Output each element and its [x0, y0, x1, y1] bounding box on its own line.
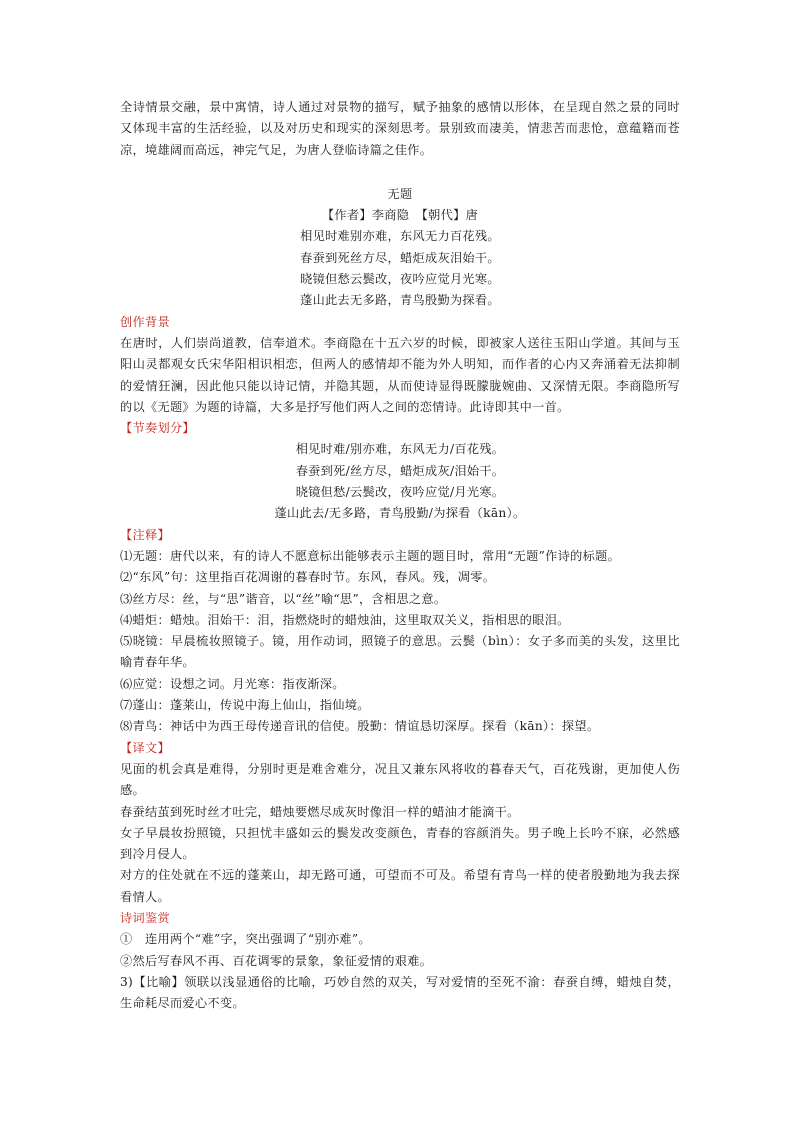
translation-paragraph: 对方的住处就在不远的蓬莱山，却无路可通，可望而不可及。希望有青鸟一样的使者殷勤地为我去探看情人。	[120, 868, 680, 904]
background-heading: 创作背景	[120, 314, 170, 329]
note-item: ⑷蜡炬：蜡烛。泪始干：泪，指燃烧时的蜡烛油，这里取双关义，指相思的眼泪。	[120, 612, 570, 627]
note-item: ⑻青鸟：神话中为西王母传递音讯的信使。殷勤：情谊恳切深厚。探看（kān）：探望。	[120, 719, 600, 734]
poem-line: 春蚕到死丝方尽，蜡炬成灰泪始干。	[300, 250, 500, 265]
poem-block	[120, 184, 680, 312]
appreciation-item: ① 连用两个“难”字，突出强调了“别亦难”。	[120, 932, 371, 947]
poem-line: 蓬山此去无多路，青鸟殷勤为探看。	[300, 293, 500, 308]
rhythm-line: 春蚕到死/丝方尽，蜡炬成灰/泪始干。	[295, 463, 505, 478]
rhythm-line: 晓镜但愁/云鬓改，夜吟应觉/月光寒。	[295, 485, 505, 500]
appreciation-heading: 诗词鉴赏	[120, 910, 170, 925]
rhythm-line: 相见时难/别亦难，东风无力/百花残。	[295, 442, 505, 457]
notes-list	[120, 546, 680, 738]
note-item: ⑸晓镜：早晨梳妆照镜子。镜，用作动词，照镜子的意思。云鬓（bìn）：女子多而美的头发，这里比喻青春年华。	[120, 634, 680, 670]
note-item: ⑹应觉：设想之词。月光寒：指夜渐深。	[120, 676, 345, 691]
translation-paragraph: 女子早晨妆扮照镜，只担忧丰盛如云的鬓发改变颜色，青春的容颜消失。男子晚上长吟不寐，必然感到冷月侵人。	[120, 825, 680, 862]
rhythm-line: 蓬山此去/无多路，青鸟殷勤/为探看（kān）。	[274, 506, 526, 521]
rhythm-heading: 【节奏划分】	[120, 421, 195, 436]
poem-author-line: 【作者】李商隐 【朝代】唐	[321, 208, 479, 223]
poem-line: 相见时难别亦难，东风无力百花残。	[300, 229, 500, 244]
appreciation-item: 3)【比喻】领联以浅显通俗的比喻，巧妙自然的双关，写对爱情的至死不渝：春蚕自缚，蜡烛自焚，生命耗尽而爱心不变。	[120, 974, 680, 1011]
poem-line: 晓镜但愁云鬓改，夜吟应觉月光寒。	[300, 272, 500, 287]
background-paragraph: 在唐时，人们崇尚道教，信奉道术。李商隐在十五六岁的时候，即被家人送往玉阳山学道。其间与玉阳山灵都观女氏宋华阳相识相恋，但两人的感情却不能为外人明知，而作者的心内又奔涌着无法抑制的爱情狂澜，因此他只能以诗记情，并隐其题，从而使诗显得既朦胧婉曲、又深情无限。李商隐所写的以《无题》为题的诗篇，大多是抒写他们两人之间的恋情诗。此诗即其中一首。	[120, 335, 680, 414]
rhythm-block	[120, 439, 680, 524]
notes-heading: 【注释】	[120, 527, 170, 542]
intro-paragraph: 全诗情景交融，景中寓情，诗人通过对景物的描写，赋予抽象的感情以形体，在呈现自然之景的同时又体现丰富的生活经验，以及对历史和现实的深刻思考。景别致而凄美，情悲苦而悲怆，意蕴籍而苍凉，境雄阔而高远，神完气足，为唐人登临诗篇之佳作。	[120, 100, 680, 157]
appreciation-list	[120, 929, 680, 1014]
document-content	[120, 97, 680, 1014]
appreciation-item: ②然后写春风不再、百花调零的景象，象征爱情的艰难。	[120, 953, 433, 968]
translation-heading: 【译文】	[120, 740, 170, 755]
translation-block	[120, 759, 680, 908]
note-item: ⑵“东风”句：这里指百花凋谢的暮春时节。东风，春风。残，凋零。	[120, 570, 496, 585]
note-item: ⑴无题：唐代以来，有的诗人不愿意标出能够表示主题的题目时，常用“无题”作诗的标题。	[120, 548, 621, 563]
poem-title: 无题	[387, 186, 413, 201]
note-item: ⑶丝方尽：丝，与“思”谐音，以“丝”喻“思”，含相思之意。	[120, 591, 447, 606]
translation-paragraph: 见面的机会真是难得，分别时更是难舍难分，况且又兼东风将收的暮春天气，百花残谢，更加使人伤感。	[120, 761, 680, 798]
note-item: ⑺蓬山：蓬莱山，传说中海上仙山，指仙境。	[120, 698, 370, 713]
translation-paragraph: 春蚕结茧到死时丝才吐完，蜡烛要燃尽成灰时像泪一样的蜡油才能滴干。	[120, 804, 520, 819]
